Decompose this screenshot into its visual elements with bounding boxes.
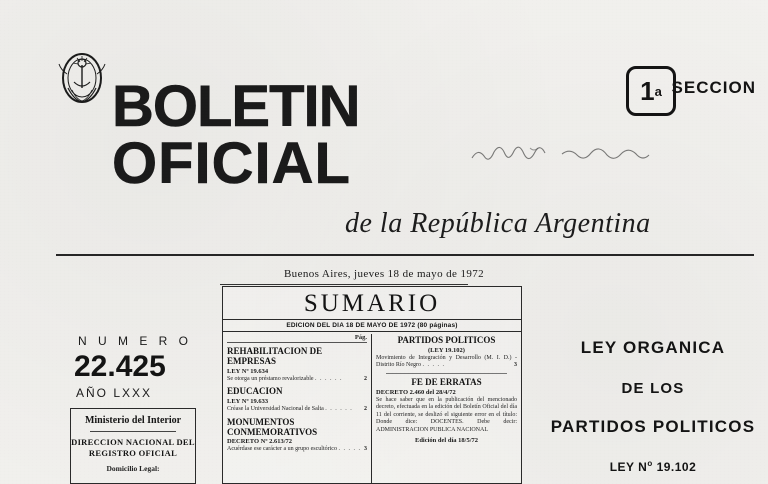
ministerio-line2: DIRECCION NACIONAL DEL REGISTRO OFICIAL — [71, 437, 195, 458]
ministerio-line3: Domicilio Legal: — [106, 464, 160, 474]
numero-label: N U M E R O — [78, 334, 193, 348]
ley-title-line1: LEY ORGANICA — [580, 338, 726, 357]
section-separator-rule — [386, 373, 507, 374]
sumario-section — [227, 347, 367, 383]
section-entry-page: 2 — [364, 406, 367, 413]
leader-dots: . . . . . . — [325, 406, 353, 413]
ley-number-prefix: LEY N — [609, 460, 648, 474]
section-entry — [376, 355, 517, 370]
sumario-edicion-header: EDICION DEL DIA 18 DE MAYO DE 1972 (80 páginas) — [286, 322, 458, 329]
sumario-left-column — [223, 334, 372, 484]
sumario-header-rule — [223, 331, 521, 332]
masthead-title — [112, 74, 360, 197]
sumario-section — [227, 418, 367, 454]
section-subheading: DECRETO Nº 2.613/72 — [227, 438, 293, 446]
masthead-divider-rule — [56, 254, 754, 256]
section-entry: Se hace saber que en la publicación del mencionado decreto, efectuada en la edición del Boletín Oficial del día 11 del corriente, se deslizó el siguiente error en el título: Donde dice: DOCENTES. Debe decir: ADMINISTRACION PUBLICA NACIONAL — [376, 396, 517, 433]
ley-number-value: 19.102 — [652, 460, 697, 474]
section-subheading: DECRETO 2.460 del 28/4/72 — [376, 388, 456, 396]
pag-header-left: Pág. — [227, 334, 367, 343]
ley-title-line3: PARTIDOS POLITICOS — [550, 417, 756, 436]
section-entry-page: 3 — [514, 362, 517, 369]
numero-value: 22.425 — [74, 350, 166, 383]
ley-title-line2: DE LOS — [621, 380, 685, 397]
section-entry-text: Movimiento de Integración y Desarrollo (M. I. D.) - Distrito Río Negro — [376, 354, 517, 369]
ministerio-box — [70, 408, 196, 484]
section-entry-text: Créase la Universidad Nacional de Salta — [227, 406, 324, 413]
section-entry-text: Se otorga un préstamo revalorizable — [227, 375, 314, 382]
section-heading: PARTIDOS POLITICOS — [397, 335, 496, 345]
seccion-number-badge — [626, 66, 676, 116]
section-entry — [227, 446, 367, 454]
leader-dots: . . . . . — [422, 362, 445, 369]
issue-date-underline — [220, 284, 468, 285]
argentina-coat-of-arms-icon — [54, 38, 110, 112]
section-entry-text: Acuérdase ese carácter a un grupo escultórico — [227, 446, 337, 453]
masthead-subtitle: de la República Argentina — [345, 208, 651, 239]
sumario-right-column — [372, 334, 521, 484]
leader-dots: . . . . . — [338, 446, 361, 453]
masthead-title-line1: BOLETIN — [112, 74, 360, 139]
sumario-box — [222, 286, 522, 484]
section-subheading: (LEY 19.102) — [428, 346, 465, 354]
section-entry-page: 3 — [364, 446, 367, 453]
leader-dots: . . . . . . — [315, 375, 343, 382]
section-subheading: LEY Nº 19.634 — [227, 367, 269, 375]
section-entry — [227, 376, 367, 384]
sumario-columns — [223, 334, 521, 484]
sumario-section — [227, 387, 367, 413]
section-entry — [227, 406, 367, 414]
anio-label: AÑO LXXX — [76, 386, 153, 400]
sumario-footer-note: Edición del día 18/5/72 — [414, 437, 479, 445]
issue-date: Buenos Aires, jueves 18 de mayo de 1972 — [283, 268, 485, 280]
section-heading: EDUCACION — [227, 386, 283, 397]
section-heading: MONUMENTOS CONMEMORATIVOS — [227, 416, 318, 437]
section-heading: FE DE ERRATAS — [411, 376, 482, 387]
ley-organica-block — [548, 338, 758, 474]
seccion-ordinal: a — [654, 83, 662, 99]
section-entry-page: 2 — [364, 375, 367, 382]
ministerio-line1: Ministerio del Interior — [84, 415, 182, 426]
masthead-title-line2: OFICIAL — [112, 131, 351, 197]
ministerio-divider — [90, 431, 177, 432]
section-heading: REHABILITACION DE EMPRESAS — [227, 346, 323, 366]
ley-number — [548, 459, 758, 474]
seccion-label: SECCION — [671, 78, 756, 97]
handwritten-scribble-mark — [470, 140, 670, 166]
seccion-number: 1 — [640, 75, 655, 106]
ley-number-ordinal: o — [647, 459, 653, 468]
sumario-title-rule — [223, 319, 521, 320]
section-subheading: LEY Nº 19.633 — [227, 398, 269, 406]
sumario-title: SUMARIO — [303, 290, 441, 317]
